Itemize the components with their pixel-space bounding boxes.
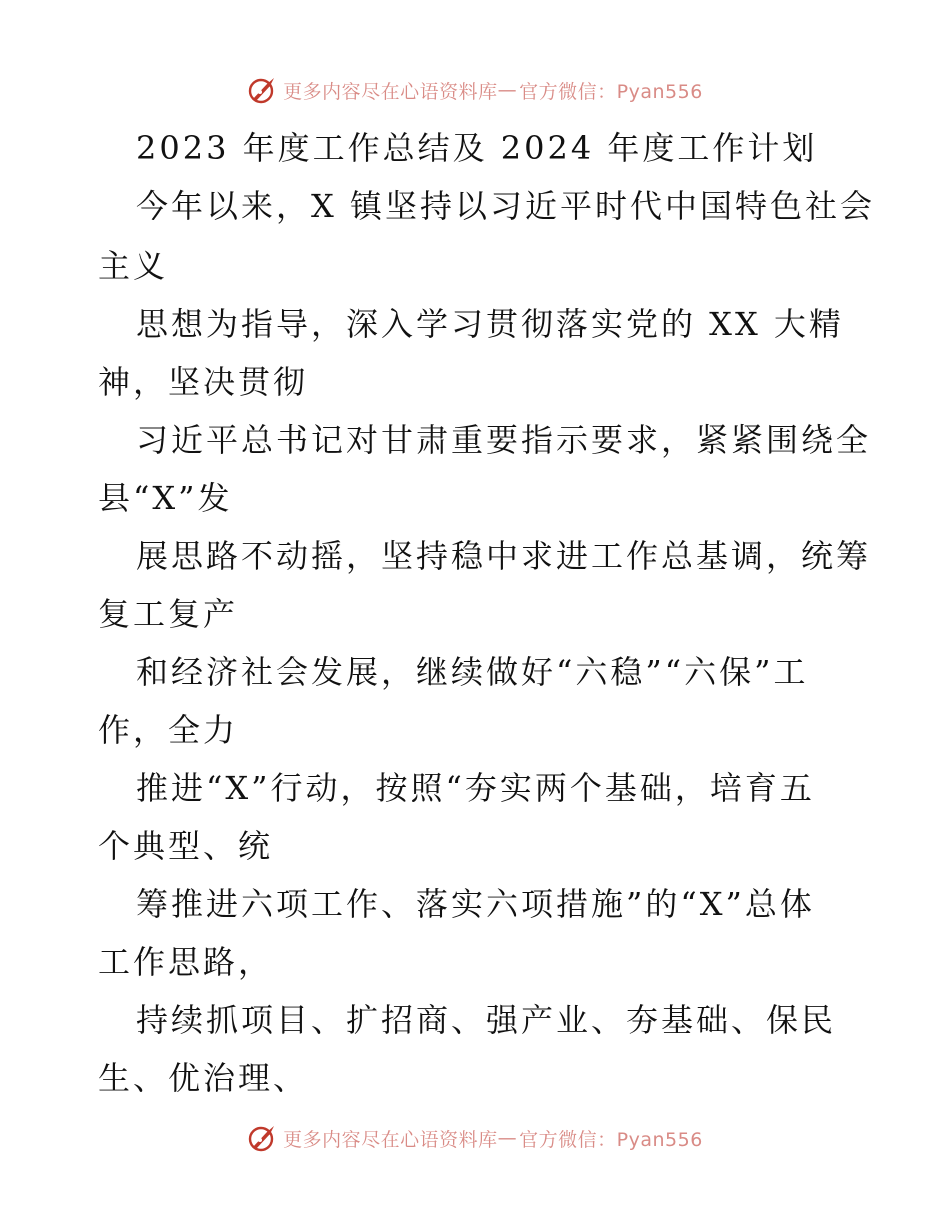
paragraph-line: 持续抓项目、扩招商、强产业、夯基础、保民 bbox=[136, 1001, 837, 1039]
paragraph-line: 个典型、统 bbox=[98, 827, 274, 865]
paragraph-line: 神，坚决贯彻 bbox=[98, 363, 309, 401]
watermark-dash: — bbox=[497, 79, 518, 101]
paragraph-line: 和经济社会发展，继续做好“六稳”“六保”工 bbox=[136, 653, 809, 691]
paragraph-line: 工作思路， bbox=[98, 943, 274, 981]
paragraph-line: 主义 bbox=[98, 247, 169, 285]
paragraph-line: 思想为指导，深入学习贯彻落实党的 XX 大精 bbox=[136, 305, 844, 343]
watermark-wechat: 官方微信：Pyan556 bbox=[519, 80, 703, 103]
watermark-text: 更多内容尽在心语资料库 bbox=[283, 1128, 498, 1151]
paragraph-line: 推进“X”行动，按照“夯实两个基础，培育五 bbox=[136, 769, 815, 807]
paragraph-line: 复工复产 bbox=[98, 595, 239, 633]
watermark-text: 更多内容尽在心语资料库 bbox=[283, 80, 498, 103]
header-watermark bbox=[0, 70, 950, 110]
watermark-dash: — bbox=[497, 1127, 518, 1149]
paragraph-line: 展思路不动摇，坚持稳中求进工作总基调，统筹 bbox=[136, 537, 872, 575]
document-title: 2023 年度工作总结及 2024 年度工作计划 bbox=[136, 129, 818, 167]
quill-pen-logo-icon bbox=[247, 75, 277, 105]
paragraph-line: 今年以来，X 镇坚持以习近平时代中国特色社会 bbox=[136, 187, 875, 225]
paragraph-line: 县“X”发 bbox=[98, 479, 233, 517]
paragraph-line: 作，全力 bbox=[98, 711, 239, 749]
watermark-wechat: 官方微信：Pyan556 bbox=[519, 1128, 703, 1151]
paragraph-line: 生、优治理、 bbox=[98, 1059, 309, 1097]
paragraph-line: 筹推进六项工作、落实六项措施”的“X”总体 bbox=[136, 885, 815, 923]
paragraph-line: 习近平总书记对甘肃重要指示要求，紧紧围绕全 bbox=[136, 421, 872, 459]
footer-watermark bbox=[0, 1118, 950, 1158]
quill-pen-logo-icon bbox=[247, 1123, 277, 1153]
